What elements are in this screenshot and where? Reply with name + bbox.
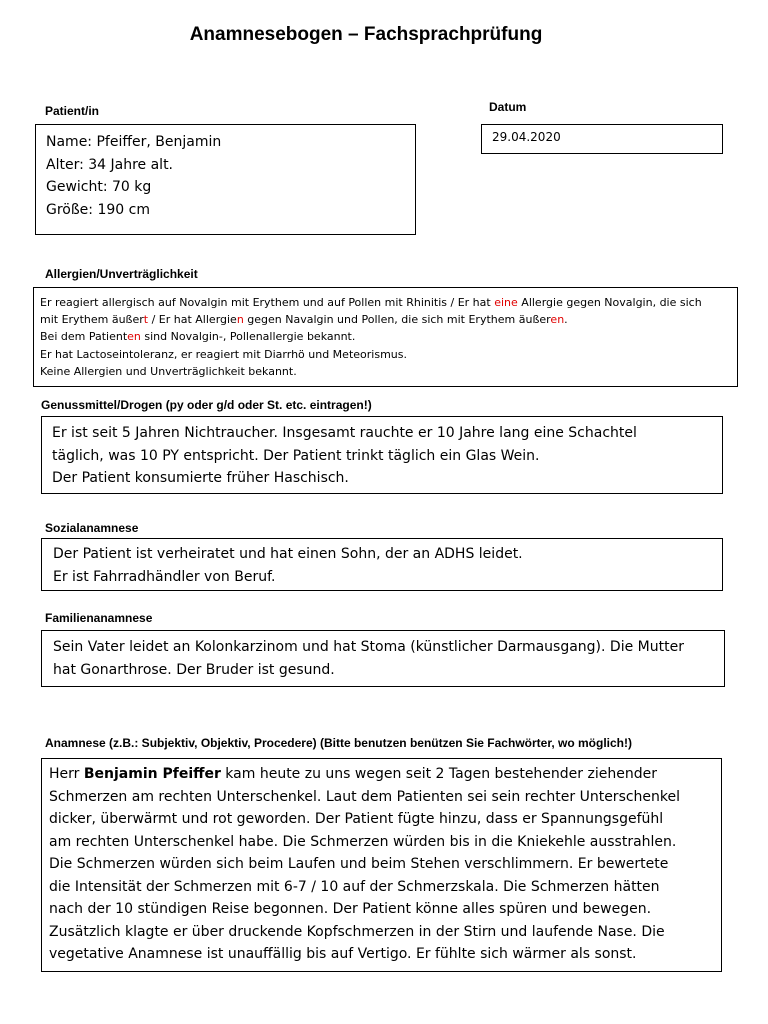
genussmittel-label: Genussmittel/Drogen (py oder g/d oder St. etc. eintragen!) [41,398,372,412]
patient-age: Alter: 34 Jahre alt. [46,156,174,173]
allergies-box [33,287,738,387]
allergies-line-5: Keine Allergien und Unverträglichkeit bekannt. [40,364,297,378]
allergies-line-1: Er reagiert allergisch auf Novalgin mit Erythem und auf Pollen mit Rhinitis / Er hat eine Allergie gegen Novalgin, die sich [40,296,702,309]
sozial-box [41,538,723,591]
anamnese-line-4: am rechten Unterschenkel habe. Die Schmerzen würden bis in die Kniekehle ausstrahlen. [49,833,677,850]
allergies-line-3: Bei dem Patienten sind Novalgin-, Pollenallergie bekannt. [40,330,356,344]
datum-label: Datum [489,100,527,114]
anamnese-line-9: vegetative Anamnese ist unauffällig bis auf Vertigo. Er fühlte sich wärmer als sonst. [49,946,637,962]
anamnese-label: Anamnese (z.B.: Subjektiv, Objektiv, Procedere) (Bitte benutzen benützen Sie Fachwörter, wo möglich!) [45,736,632,750]
familie-box [41,630,725,687]
genussmittel-line-3: Der Patient konsumierte früher Haschisch. [52,470,349,486]
patient-label: Patient/in [45,104,100,118]
genussmittel-line-1: Er ist seit 5 Jahren Nichtraucher. Insgesamt rauchte er 10 Jahre lang eine Schachtel [52,425,637,441]
patient-name-bold: Benjamin Pfeiffer [83,766,221,782]
anamnese-line-1: Herr Benjamin Pfeiffer kam heute zu uns wegen seit 2 Tagen bestehender ziehender [49,766,657,782]
anamnese-line-6: die Intensität der Schmerzen mit 6-7 / 10 auf der Schmerzskala. Die Schmerzen hätten [49,878,660,895]
genussmittel-line-2: täglich, was 10 PY entspricht. Der Patient trinkt täglich ein Glas Wein. [52,447,540,464]
allergies-line-4: Er hat Lactoseintoleranz, er reagiert mit Diarrhö und Meteorismus. [40,347,407,361]
patient-height: Größe: 190 cm [46,201,150,218]
sozial-line-1: Der Patient ist verheiratet und hat einen Sohn, der an ADHS leidet. [53,546,523,562]
page-title: Anamnesebogen – Fachsprachprüfung [189,24,543,45]
datum-box [481,124,723,154]
sozial-label: Sozialanamnese [45,521,139,535]
anamnese-line-3: dicker, überwärmt und rot geworden. Der Patient fügte hinzu, dass er Spannungsgefühl [49,811,664,827]
patient-name: Name: Pfeiffer, Benjamin [46,134,222,150]
allergies-label: Allergien/Unverträglichkeit [45,267,198,281]
anamnese-line-8: Zusätzlich klagte er über druckende Kopfschmerzen in der Stirn und laufende Nase. Die [49,923,665,940]
anamnese-box [41,758,722,972]
patient-weight: Gewicht: 70 kg [46,179,152,195]
familie-line-2: hat Gonarthrose. Der Bruder ist gesund. [53,661,335,678]
anamnese-line-7: nach der 10 stündigen Reise begonnen. Der Patient könne alles spüren und bewegen. [49,901,652,917]
familie-label: Familienanamnese [45,611,153,625]
anamnese-line-5: Die Schmerzen würden sich beim Laufen und beim Stehen verschlimmern. Er bewertete [49,856,669,872]
genussmittel-box [41,416,723,494]
patient-box [35,124,416,235]
sozial-line-2: Er ist Fahrradhändler von Beruf. [53,568,276,585]
familie-line-1: Sein Vater leidet an Kolonkarzinom und hat Stoma (künstlicher Darmausgang). Die Mutter [53,639,684,655]
datum-value: 29.04.2020 [492,130,561,144]
anamnese-line-2: Schmerzen am rechten Unterschenkel. Laut dem Patienten sei sein rechter Unterschenkel [49,788,681,805]
allergies-line-2: mit Erythem äußert / Er hat Allergien gegen Navalgin und Pollen, die sich mit Erythem äußeren. [40,313,568,327]
